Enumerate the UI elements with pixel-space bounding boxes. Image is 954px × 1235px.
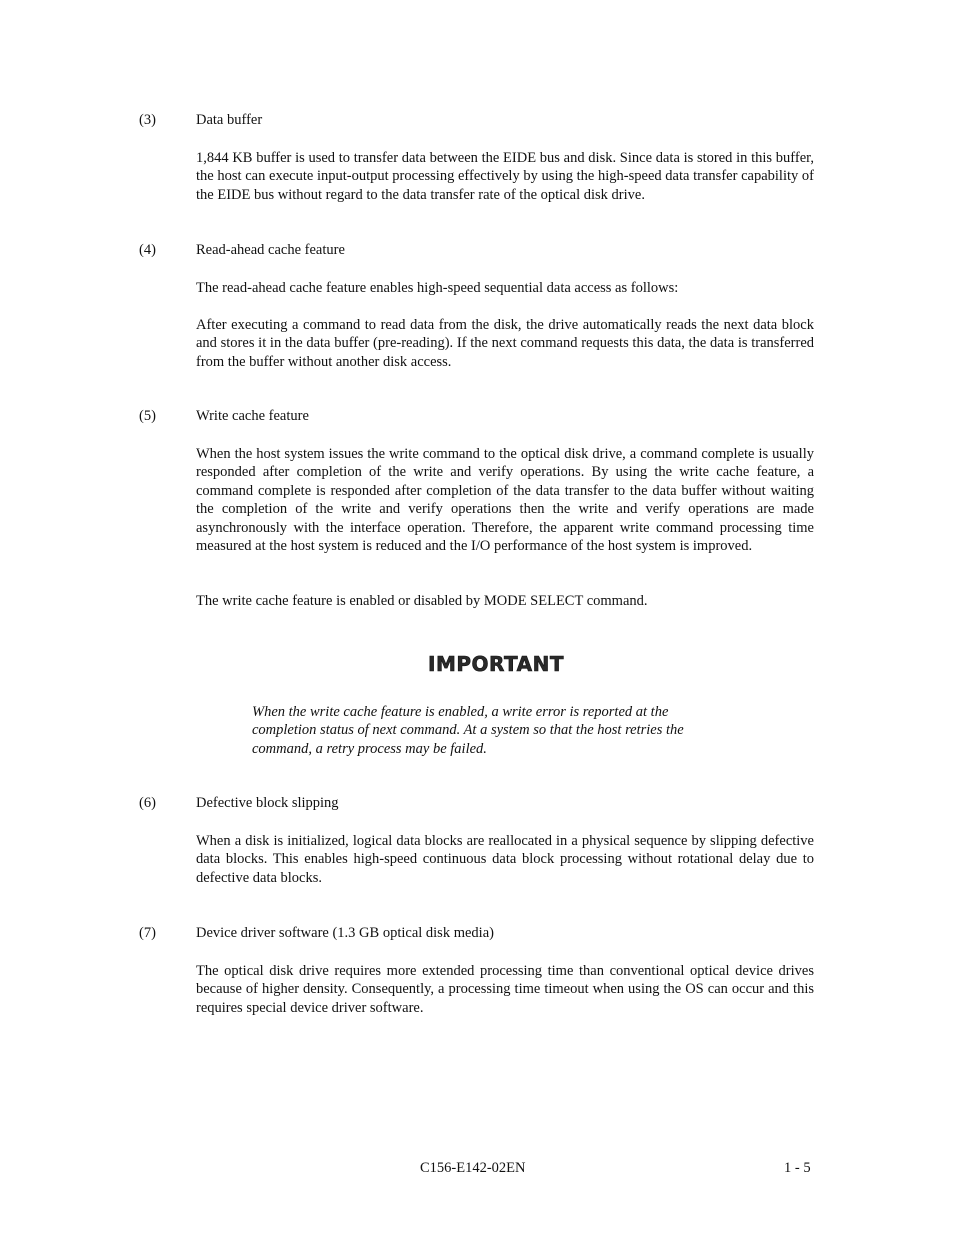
section-3-paragraph-1: 1,844 KB buffer is used to transfer data between the EIDE bus and disk. Since data is stored in this buffer, the host can execute input-output processing effectively by using the high-speed data transfer capability of the EIDE bus without regard to the data transfer rate of the optical disk drive.	[196, 150, 814, 203]
section-6-number: (6)	[139, 795, 156, 811]
section-4-number: (4)	[139, 242, 156, 258]
important-title: IMPORTANT	[428, 652, 564, 676]
section-3-heading: Data buffer	[196, 112, 263, 128]
section-5-paragraph-1: When the host system issues the write command to the optical disk drive, a command complete is usually responded after completion of the write and verify operations. By using the write cache feature, a command complete is responded after completion of the data transfer to the data buffer without waiting the completion of the write and verify operations then the write and verify operations are made asynchronously with the interface operation. Therefore, the apparent write command processing time measured at the host system is reduced and the I/O performance of the host system is improved.	[196, 446, 814, 555]
section-5-heading: Write cache feature	[196, 408, 309, 424]
section-4-paragraph-1: The read-ahead cache feature enables high-speed sequential data access as follows:	[196, 280, 679, 296]
section-5-number: (5)	[139, 408, 156, 424]
section-7-heading: Device driver software (1.3 GB optical disk media)	[196, 925, 494, 941]
section-4-paragraph-2: After executing a command to read data from the disk, the drive automatically reads the next data block and stores it in the data buffer (pre-reading). If the next command requests this data, the data is transferred from the buffer without another disk access.	[196, 317, 814, 370]
section-6-heading: Defective block slipping	[196, 795, 339, 811]
section-5-paragraph-2: The write cache feature is enabled or disabled by MODE SELECT command.	[196, 593, 648, 609]
section-7-paragraph-1: The optical disk drive requires more extended processing time than conventional optical device drives because of higher density. Consequently, a processing time timeout when using the OS can occur and this requires special device driver software.	[196, 963, 814, 1016]
section-4-heading: Read-ahead cache feature	[196, 242, 345, 258]
important-text: When the write cache feature is enabled, a write error is reported at the completion status of next command. At a system so that the host retries the command, a retry process may be failed.	[252, 704, 684, 757]
section-7-number: (7)	[139, 925, 156, 941]
footer-doc-code: C156-E142-02EN	[420, 1160, 526, 1176]
section-3-number: (3)	[139, 112, 156, 128]
footer-page-number: 1 - 5	[784, 1160, 811, 1176]
section-6-paragraph-1: When a disk is initialized, logical data blocks are reallocated in a physical sequence by slipping defective data blocks. This enables high-speed continuous data block processing without rotational delay due to defective data blocks.	[196, 833, 814, 886]
